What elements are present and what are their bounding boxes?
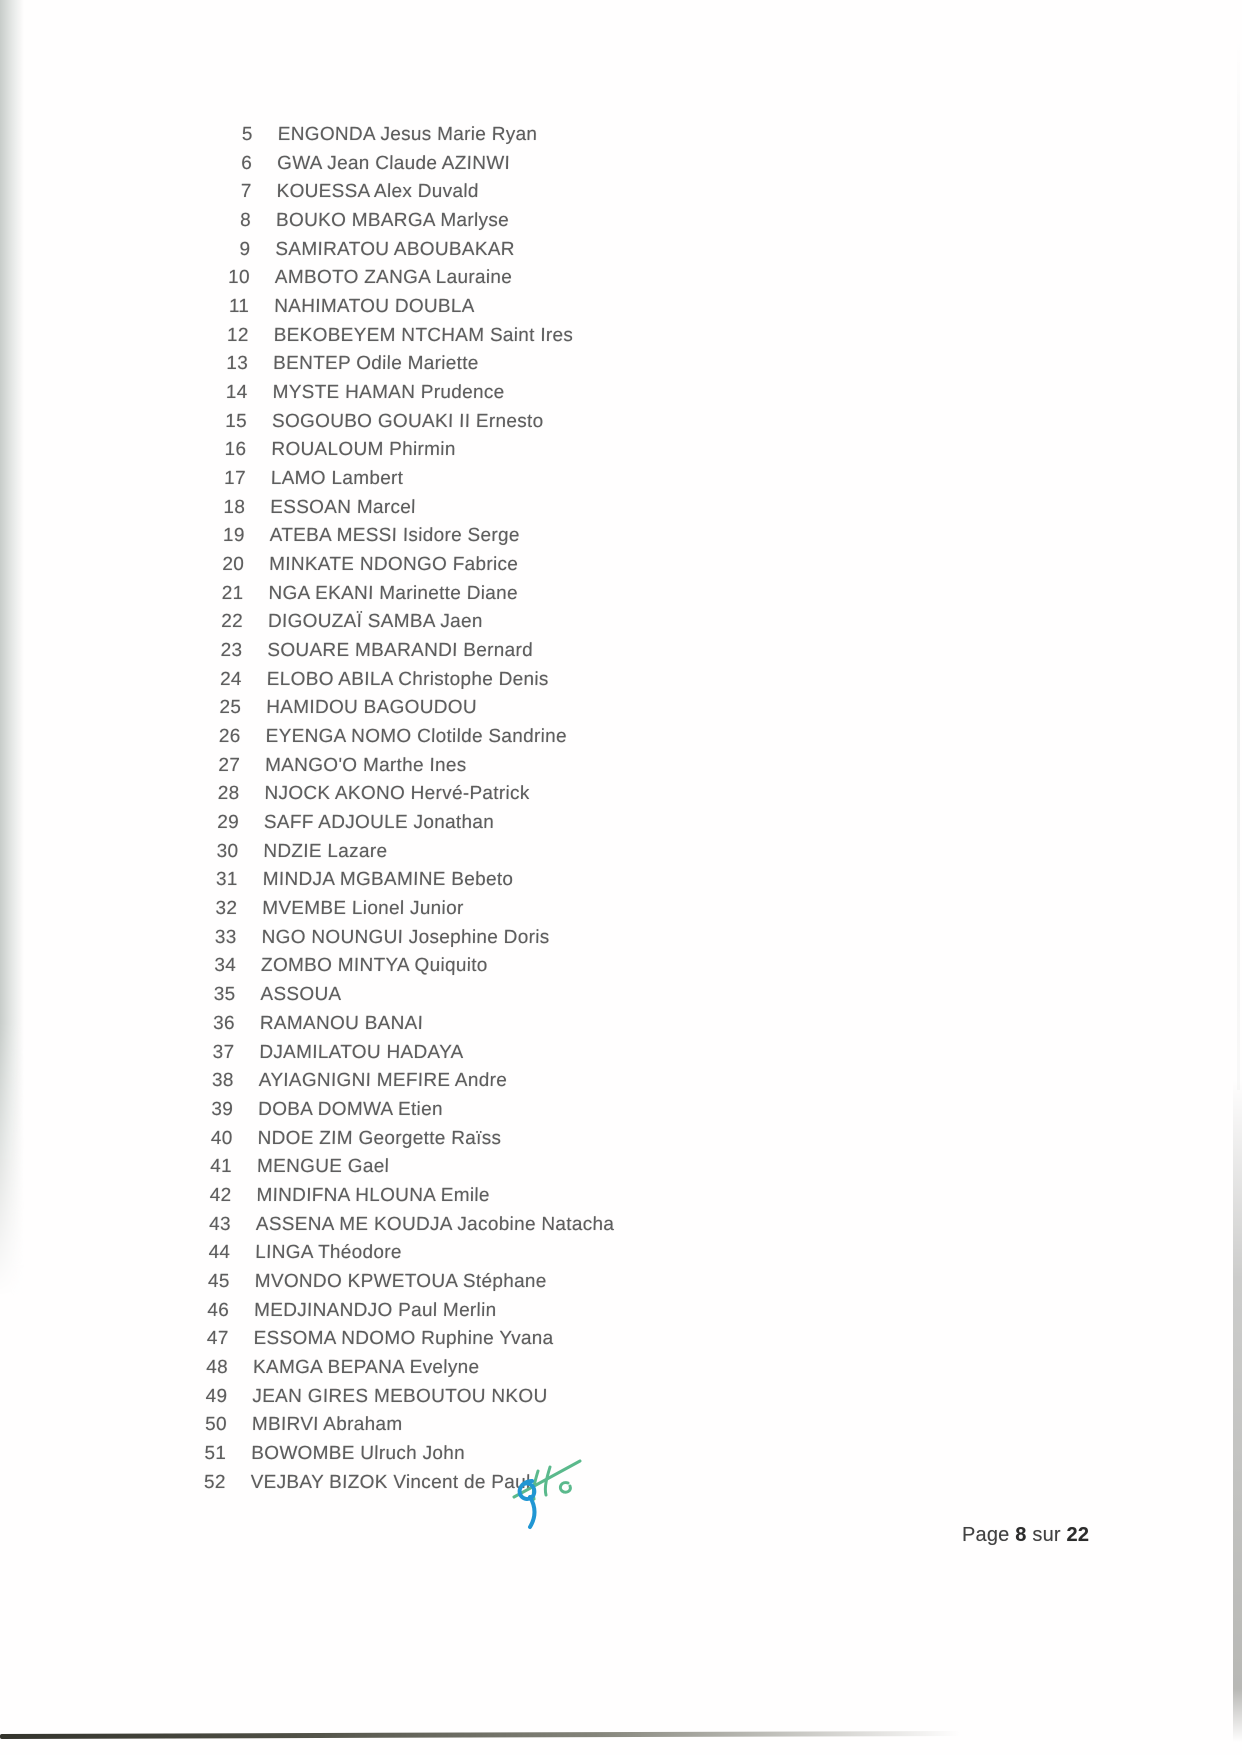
list-item-number: 18 xyxy=(223,496,246,518)
list-item-number: 40 xyxy=(210,1127,233,1149)
list-item-number: 51 xyxy=(204,1442,227,1464)
list-item-name: MBIRVI Abraham xyxy=(251,1414,403,1436)
list-item-name: MINDJA MGBAMINE Bebeto xyxy=(262,869,514,891)
list-item xyxy=(0,1383,1217,1412)
list-item xyxy=(0,838,1228,867)
list-item xyxy=(0,465,1235,494)
list-item xyxy=(0,1067,1223,1096)
list-item xyxy=(0,1125,1222,1154)
list-item xyxy=(0,1469,1215,1498)
list-item-number: 5 xyxy=(241,124,253,145)
list-item-name: MVONDO KPWETOUA Stéphane xyxy=(254,1270,547,1292)
list-item xyxy=(0,121,1242,150)
list-item xyxy=(0,608,1232,637)
list-item-name: NGO NOUNGUI Josephine Doris xyxy=(261,926,550,948)
list-item-name: KOUESSA Alex Duvald xyxy=(276,181,479,203)
list-item-name: DIGOUZAÏ SAMBA Jaen xyxy=(267,611,483,633)
page-footer xyxy=(962,1524,1089,1547)
list-item-number: 29 xyxy=(216,812,240,834)
list-item xyxy=(0,1297,1218,1326)
list-item-number: 34 xyxy=(214,955,237,977)
list-item xyxy=(0,178,1241,207)
list-item-number: 32 xyxy=(215,898,238,920)
list-item-number: 50 xyxy=(204,1414,228,1436)
list-item-number: 13 xyxy=(226,353,249,375)
list-item-number: 17 xyxy=(223,468,247,490)
list-item-name: ELOBO ABILA Christophe Denis xyxy=(266,668,549,690)
list-item-number: 21 xyxy=(221,582,244,604)
list-item xyxy=(0,150,1241,179)
list-item-name: NDZIE Lazare xyxy=(263,840,388,862)
list-item xyxy=(0,522,1234,551)
list-item-number: 49 xyxy=(205,1385,228,1407)
list-item-name: ROUALOUM Phirmin xyxy=(271,439,456,461)
list-item-name: RAMANOU BANAI xyxy=(259,1012,424,1034)
list-item-name: MEDJINANDJO Paul Merlin xyxy=(253,1299,497,1321)
list-item-number: 16 xyxy=(224,439,247,461)
list-item xyxy=(0,207,1240,236)
scan-edge-bottom xyxy=(0,1731,960,1739)
list-item-name: MANGO'O Marthe Ines xyxy=(264,754,467,776)
list-item xyxy=(0,666,1231,695)
footer-label-page: Page xyxy=(962,1524,1010,1546)
list-item-number: 30 xyxy=(216,840,239,862)
list-item xyxy=(0,580,1233,609)
list-item-number: 36 xyxy=(212,1012,236,1034)
list-item xyxy=(0,551,1233,580)
list-item-name: ESSOAN Marcel xyxy=(270,496,416,518)
list-item xyxy=(0,895,1226,924)
list-item-number: 31 xyxy=(215,869,238,891)
list-item xyxy=(0,350,1237,379)
list-item xyxy=(0,322,1238,351)
list-item-name: EYENGA NOMO Clotilde Sandrine xyxy=(265,726,568,748)
list-item-number: 19 xyxy=(222,525,245,547)
footer-total-pages: 22 xyxy=(1066,1524,1090,1546)
list-item xyxy=(0,1010,1224,1039)
list-item-name: ZOMBO MINTYA Quiquito xyxy=(260,955,488,977)
list-item xyxy=(0,379,1237,408)
list-item xyxy=(0,924,1226,953)
list-item xyxy=(0,952,1225,981)
list-item-name: BOUKO MBARGA Marlyse xyxy=(275,210,510,232)
list-item-number: 41 xyxy=(210,1156,233,1178)
list-item-number: 45 xyxy=(207,1270,230,1292)
list-item xyxy=(0,264,1239,293)
list-item xyxy=(0,1239,1220,1268)
list-item xyxy=(0,293,1239,322)
scan-edge-right xyxy=(1233,1080,1242,1742)
list-item-name: ENGONDA Jesus Marie Ryan xyxy=(277,124,538,145)
list-item-name: GWA Jean Claude AZINWI xyxy=(276,152,511,174)
name-list xyxy=(0,121,1242,1497)
list-item-name: KAMGA BEPANA Evelyne xyxy=(252,1356,480,1378)
list-item-name: JEAN GIRES MEBOUTOU NKOU xyxy=(252,1385,548,1407)
list-item-name: LINGA Théodore xyxy=(255,1242,402,1264)
list-item-number: 35 xyxy=(213,984,236,1006)
list-item-number: 15 xyxy=(225,410,248,432)
list-item-name: AMBOTO ZANGA Lauraine xyxy=(274,267,513,289)
list-item-name: BOWOMBE Ulruch John xyxy=(251,1442,466,1464)
list-item-name: HAMIDOU BAGOUDOU xyxy=(266,697,478,719)
list-item-number: 37 xyxy=(212,1041,235,1063)
list-item-name: ATEBA MESSI Isidore Serge xyxy=(269,525,520,547)
list-item-number: 10 xyxy=(227,267,251,289)
list-item-name: ASSENA ME KOUDJA Jacobine Natacha xyxy=(255,1213,615,1235)
list-item-name: DJAMILATOU HADAYA xyxy=(259,1041,464,1063)
list-item-number: 8 xyxy=(239,210,252,232)
list-item-number: 26 xyxy=(218,726,241,748)
list-item-name: MVEMBE Lionel Junior xyxy=(261,898,464,920)
list-item-name: SOUARE MBARANDI Bernard xyxy=(267,640,534,662)
list-item-name: ASSOUA xyxy=(260,984,342,1006)
list-item-number: 7 xyxy=(240,181,252,203)
list-item xyxy=(0,1039,1224,1068)
list-item-number: 33 xyxy=(214,926,237,948)
list-item xyxy=(0,1411,1216,1440)
list-item-name: MENGUE Gael xyxy=(256,1156,390,1178)
list-item-number: 46 xyxy=(207,1299,230,1321)
list-item-number: 11 xyxy=(228,296,250,318)
list-item-name: VEJBAY BIZOK Vincent de Paul xyxy=(250,1471,531,1493)
list-item-number: 44 xyxy=(208,1242,231,1264)
list-item-name: MINDIFNA HLOUNA Emile xyxy=(256,1184,490,1206)
list-item-number: 39 xyxy=(211,1098,234,1120)
list-item-number: 22 xyxy=(220,611,244,633)
list-item xyxy=(0,494,1235,523)
list-item-name: BEKOBEYEM NTCHAM Saint Ires xyxy=(273,324,574,346)
list-item-number: 6 xyxy=(241,152,253,174)
list-item xyxy=(0,1096,1222,1125)
list-item-name: NDOE ZIM Georgette Raïss xyxy=(257,1127,502,1149)
list-item xyxy=(0,1354,1217,1383)
list-item-number: 52 xyxy=(203,1471,226,1493)
list-item-number: 38 xyxy=(211,1070,234,1092)
list-item-number: 27 xyxy=(218,754,241,776)
list-item xyxy=(0,436,1236,465)
footer-label-sur: sur xyxy=(1032,1524,1061,1546)
list-item xyxy=(0,1153,1221,1182)
list-item-number: 28 xyxy=(217,783,240,805)
list-item-name: ESSOMA NDOMO Ruphine Yvana xyxy=(253,1328,554,1350)
list-item xyxy=(0,236,1240,265)
list-item xyxy=(0,981,1225,1010)
list-item-number: 9 xyxy=(239,238,251,260)
list-item-name: MINKATE NDONGO Fabrice xyxy=(268,554,519,576)
footer-page-number: 8 xyxy=(1015,1524,1027,1546)
list-item-name: BENTEP Odile Mariette xyxy=(272,353,479,375)
list-item-number: 47 xyxy=(206,1328,229,1350)
list-item-number: 24 xyxy=(219,668,243,690)
list-item xyxy=(0,637,1232,666)
list-item xyxy=(0,723,1230,752)
list-item-name: NGA EKANI Marinette Diane xyxy=(268,582,519,604)
list-item-name: NJOCK AKONO Hervé-Patrick xyxy=(264,783,530,805)
list-item-number: 14 xyxy=(225,382,248,404)
list-item-name: SAFF ADJOULE Jonathan xyxy=(263,812,495,834)
list-item xyxy=(0,1211,1220,1240)
list-item xyxy=(0,780,1229,809)
list-item-name: SOGOUBO GOUAKI II Ernesto xyxy=(271,410,544,432)
list-item-number: 25 xyxy=(219,697,242,719)
handwritten-signature xyxy=(508,1449,586,1531)
list-item-number: 23 xyxy=(220,640,243,662)
list-item-number: 12 xyxy=(226,324,249,346)
list-item-name: AYIAGNIGNI MEFIRE Andre xyxy=(258,1070,508,1092)
list-item xyxy=(0,752,1229,781)
list-item xyxy=(0,1440,1216,1469)
list-item-number: 43 xyxy=(208,1213,232,1235)
list-item xyxy=(0,1268,1219,1297)
list-item-name: SAMIRATOU ABOUBAKAR xyxy=(275,238,516,260)
list-item xyxy=(0,866,1227,895)
list-item-name: DOBA DOMWA Etien xyxy=(257,1098,444,1120)
list-item-number: 20 xyxy=(222,554,245,576)
list-item xyxy=(0,1325,1218,1354)
list-item xyxy=(0,694,1230,723)
list-item-number: 42 xyxy=(209,1184,232,1206)
list-item-name: NAHIMATOU DOUBLA xyxy=(274,296,475,318)
list-item-name: MYSTE HAMAN Prudence xyxy=(272,382,505,404)
list-item xyxy=(0,1182,1221,1211)
list-item xyxy=(0,408,1236,437)
list-item-number: 48 xyxy=(206,1356,229,1378)
list-item-name: LAMO Lambert xyxy=(270,468,404,490)
list-item xyxy=(0,809,1228,838)
